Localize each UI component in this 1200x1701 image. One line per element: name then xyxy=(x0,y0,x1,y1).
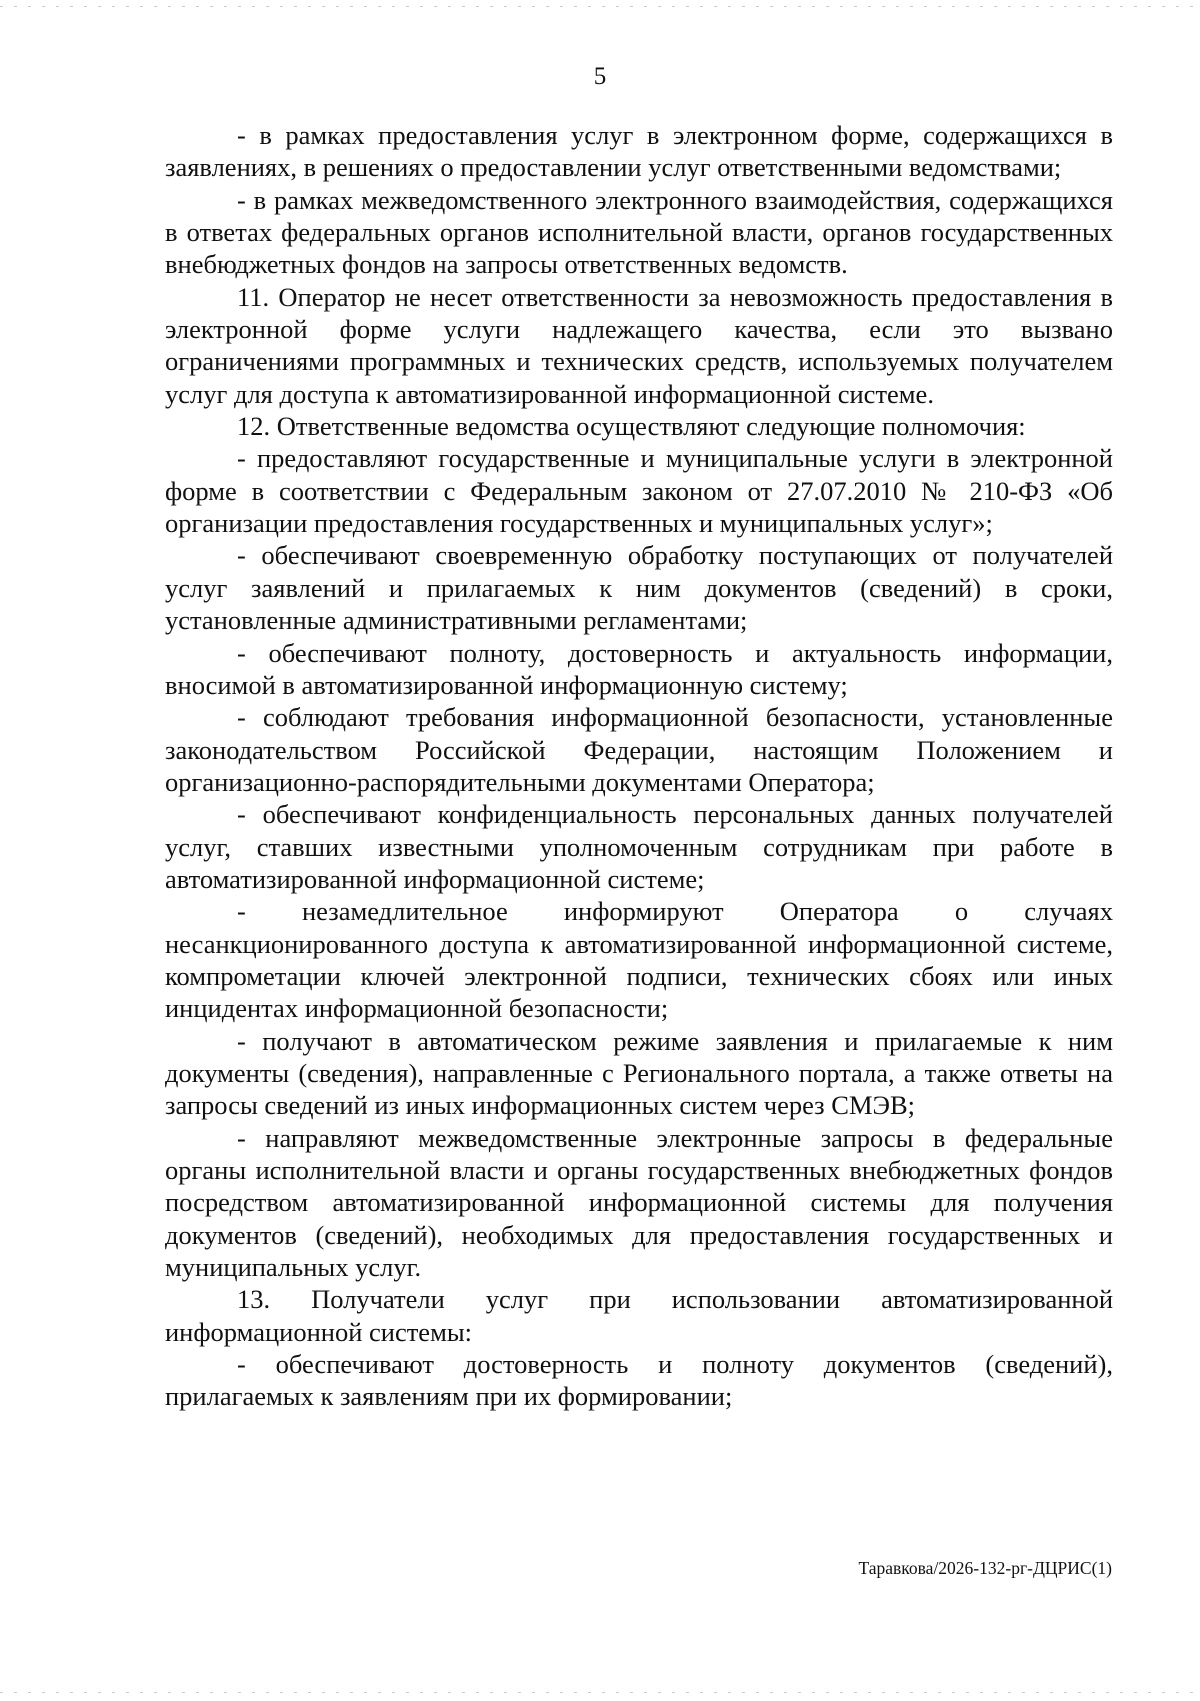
paragraph: 11. Оператор не несет ответственности за невозможность предоставления в электронной форме услуги надлежащего качества, если это вызвано ограничениями программных и технических средств, используемых получателем услуг для доступа к автоматизированной информационной системе. xyxy=(165,281,1113,409)
scan-edge-top xyxy=(0,6,1200,7)
paragraph: 12. Ответственные ведомства осуществляют следующие полномочия: xyxy=(237,411,1026,442)
paragraph: - предоставляют государственные и муниципальные услуги в электронной форме в соответствии с Федеральным законом от 27.07.2010 № 210-ФЗ «Об организации предоставления государственных и муниципальных услуг»; xyxy=(165,443,1113,539)
scan-edge-bottom xyxy=(0,1692,1200,1693)
document-code: Таравкова/2026-132-рг-ДЦРИС(1) xyxy=(858,1558,1112,1578)
paragraph: - обеспечивают конфиденциальность персональных данных получателей услуг, ставших известными уполномоченным сотрудникам при работе в автоматизированной информационной системе; xyxy=(165,799,1113,894)
paragraph: - обеспечивают своевременную обработку поступающих от получателей услуг заявлений и прилагаемых к ним документов (сведений) в сроки, установленные административными регламентами; xyxy=(165,540,1113,636)
paragraph: 13. Получатели услуг при использовании автоматизированной информационной системы: xyxy=(165,1284,1113,1347)
paragraph: - обеспечивают достоверность и полноту документов (сведений), прилагаемых к заявлениям при их формировании; xyxy=(165,1349,1113,1412)
paragraph: - незамедлительное информируют Оператора о случаях несанкционированного доступа к автоматизированной информационной системе, компрометации ключей электронной подписи, технических сбоях или иных инцидентах информационной безопасности; xyxy=(165,896,1113,1024)
paragraph: - в рамках межведомственного электронного взаимодействия, содержащихся в ответах федеральных органов исполнительной власти, органов государственных внебюджетных фондов на запросы ответственных ведомств. xyxy=(165,184,1113,280)
paragraph: - направляют межведомственные электронные запросы в федеральные органы исполнительной власти и органы государственных внебюджетных фондов посредством автоматизированной информационной системы для получения документов (сведений), необходимых для предоставления государственных и муниципальных услуг. xyxy=(165,1122,1113,1283)
paragraph: - обеспечивают полноту, достоверность и актуальность информации, вносимой в автоматизированной информационную систему; xyxy=(165,637,1113,700)
document-body xyxy=(165,119,1113,1413)
page-number: 5 xyxy=(593,63,607,90)
paragraph: - в рамках предоставления услуг в электронном форме, содержащихся в заявлениях, в решениях о предоставлении услуг ответственными ведомствами; xyxy=(165,120,1113,183)
paragraph: - соблюдают требования информационной безопасности, установленные законодательством Российской Федерации, настоящим Положением и организационно-распорядительными документами Оператора; xyxy=(165,702,1113,797)
paragraph: - получают в автоматическом режиме заявления и прилагаемые к ним документы (сведения), направленные с Регионального портала, а также ответы на запросы сведений из иных информационных систем через СМЭВ; xyxy=(165,1025,1113,1121)
